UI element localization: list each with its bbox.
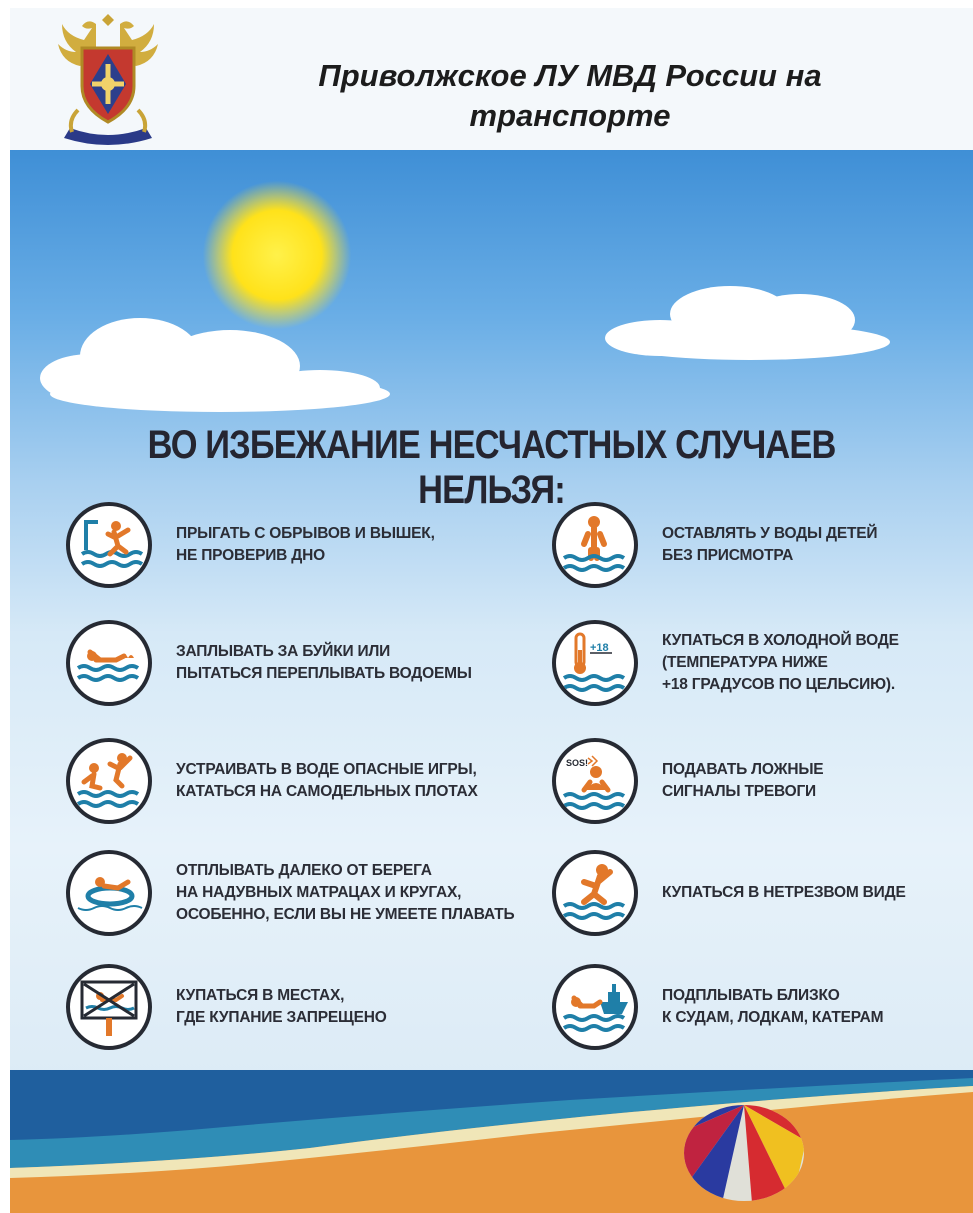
child-in-water-icon	[552, 502, 638, 588]
rule-ships-text	[662, 985, 883, 1029]
rule-false-alarm-text	[662, 759, 823, 803]
beach-ball-icon	[682, 1101, 806, 1203]
rule-drunk-text	[662, 882, 906, 904]
rule-buoys	[66, 620, 472, 706]
swim-beyond-buoys-icon	[66, 620, 152, 706]
rule-text-line: БЕЗ ПРИСМОТРА	[662, 547, 794, 564]
rule-text-line: ПОДАВАТЬ ЛОЖНЫЕ	[662, 761, 824, 778]
rule-drunk	[552, 850, 906, 936]
rule-text-line: ПОДПЛЫВАТЬ БЛИЗКО	[662, 987, 840, 1004]
rule-text-line: УСТРАИВАТЬ В ВОДЕ ОПАСНЫЕ ИГРЫ,	[176, 761, 477, 778]
rule-text-line: ГДЕ КУПАНИЕ ЗАПРЕЩЕНО	[176, 1009, 387, 1026]
rule-text-line: ОСОБЕННО, ЕСЛИ ВЫ НЕ УМЕЕТЕ ПЛАВАТЬ	[176, 906, 515, 923]
rule-forbidden-places-text	[176, 985, 387, 1029]
rule-children-text	[662, 523, 877, 567]
rule-inflatables-text	[176, 860, 514, 926]
rule-forbidden-places	[66, 964, 387, 1050]
mvd-emblem-icon	[48, 8, 168, 150]
rule-text-line: НЕ ПРОВЕРИВ ДНО	[176, 547, 325, 564]
rule-text-line: ПЫТАТЬСЯ ПЕРЕПЛЫВАТЬ ВОДОЕМЫ	[176, 665, 472, 682]
rule-games-text	[176, 759, 478, 803]
headline: ВО ИЗБЕЖАНИЕ НЕСЧАСТНЫХ СЛУЧАЕВ НЕЛЬЗЯ:	[147, 423, 836, 512]
cloud-right-icon	[600, 280, 900, 370]
poster	[10, 8, 973, 1213]
header	[10, 8, 973, 150]
beach-scene	[10, 1070, 973, 1213]
rule-text-line: СИГНАЛЫ ТРЕВОГИ	[662, 783, 816, 800]
drunk-swimmer-icon	[552, 850, 638, 936]
rule-diving-text	[176, 523, 435, 567]
organization-title-line-1: Приволжское ЛУ МВД России на	[318, 58, 822, 93]
rule-text-line: КУПАТЬСЯ В НЕТРЕЗВОМ ВИДЕ	[662, 884, 906, 901]
organization-title-line-2: транспорте	[469, 98, 671, 133]
rule-text-line: КУПАТЬСЯ В МЕСТАХ,	[176, 987, 345, 1004]
rule-text-line: К СУДАМ, ЛОДКАМ, КАТЕРАМ	[662, 1009, 884, 1026]
rule-diving	[66, 502, 435, 588]
rule-text-line: ОТПЛЫВАТЬ ДАЛЕКО ОТ БЕРЕГА	[176, 862, 432, 879]
rule-inflatables	[66, 850, 514, 936]
organization-title	[210, 56, 930, 136]
rule-games	[66, 738, 478, 824]
rule-false-alarm	[552, 738, 823, 824]
sos-signal-icon	[552, 738, 638, 824]
rule-children	[552, 502, 877, 588]
rule-text-line: ПРЫГАТЬ С ОБРЫВОВ И ВЫШЕК,	[176, 525, 435, 542]
rule-text-line: ЗАПЛЫВАТЬ ЗА БУЙКИ ИЛИ	[176, 643, 391, 660]
thermometer-temp-label: +18	[590, 642, 609, 654]
cloud-left-icon	[30, 308, 390, 418]
rule-text-line: КАТАТЬСЯ НА САМОДЕЛЬНЫХ ПЛОТАХ	[176, 783, 478, 800]
dangerous-games-icon	[66, 738, 152, 824]
no-swimming-sign-icon	[66, 964, 152, 1050]
rule-buoys-text	[176, 641, 472, 685]
rule-text-line: ОСТАВЛЯТЬ У ВОДЫ ДЕТЕЙ	[662, 525, 878, 542]
rule-text-line: (ТЕМПЕРАТУРА НИЖЕ	[662, 654, 828, 671]
inflatable-ring-icon	[66, 850, 152, 936]
diving-icon	[66, 502, 152, 588]
sos-label: SOS!	[566, 758, 589, 768]
rule-ships	[552, 964, 883, 1050]
rule-text-line: КУПАТЬСЯ В ХОЛОДНОЙ ВОДЕ	[662, 632, 899, 649]
rule-text-line: +18 ГРАДУСОВ ПО ЦЕЛЬСИЮ).	[662, 676, 895, 693]
rule-text-line: НА НАДУВНЫХ МАТРАЦАХ И КРУГАХ,	[176, 884, 462, 901]
ship-swimmer-icon	[552, 964, 638, 1050]
rule-cold-water-text	[662, 630, 899, 696]
thermometer-icon	[552, 620, 638, 706]
rule-cold-water	[552, 620, 899, 706]
